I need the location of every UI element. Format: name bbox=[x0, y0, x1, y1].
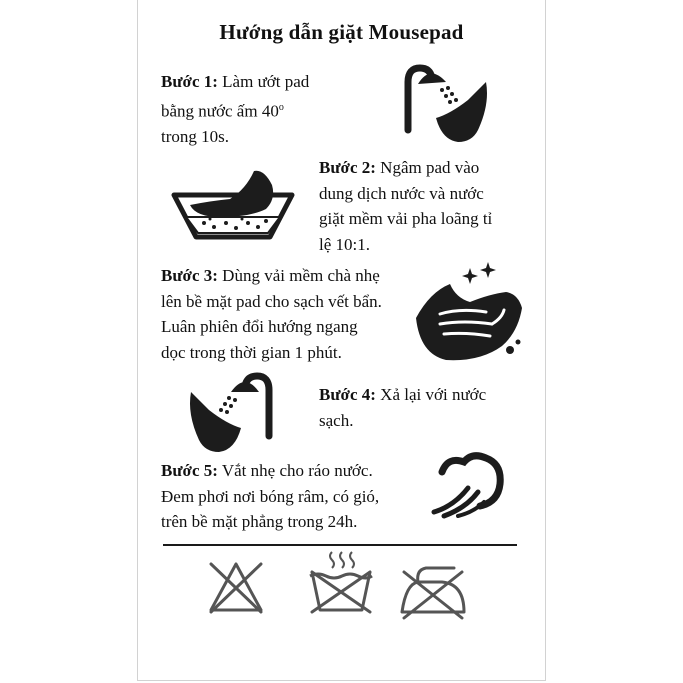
wind-dry-icon bbox=[428, 450, 508, 520]
step-5-label: Bước 5: bbox=[161, 461, 218, 480]
step-3-text: Bước 3: Dùng vải mềm chà nhẹ lên bề mặt pad cho sạch vết bẩn. Luân phiên đổi hướng ngang dọc trong thời gian 1 phút. bbox=[161, 266, 382, 362]
shower-rinse-icon bbox=[398, 60, 494, 146]
shower-rinse-icon bbox=[183, 370, 279, 456]
step-1-text: Bước 1: Làm ướt pad bằng nước ấm 40$^o$ trong 10s. bbox=[161, 72, 310, 146]
step-4-text: Bước 4: Xả lại với nước sạch. bbox=[319, 385, 487, 430]
step-4-label: Bước 4: bbox=[319, 385, 376, 404]
do-not-iron-icon bbox=[396, 560, 470, 620]
do-not-bleach-icon bbox=[205, 558, 267, 616]
step-2-text: Bước 2: Ngâm pad vào dung dịch nước và nước giặt mềm vải pha loãng tỉ lệ 10:1. bbox=[319, 158, 493, 254]
divider bbox=[163, 544, 517, 546]
page-title: Hướng dẫn giặt Mousepad bbox=[219, 20, 464, 44]
step-3-label: Bước 3: bbox=[161, 266, 218, 285]
do-not-wash-hot-icon bbox=[306, 548, 376, 616]
soak-basin-icon bbox=[170, 165, 296, 243]
hand-scrub-icon bbox=[410, 262, 526, 366]
step-1-label: Bước 1: bbox=[161, 72, 218, 91]
step-5-text: Bước 5: Vắt nhẹ cho ráo nước. Đem phơi nơi bóng râm, có gió, trên bề mặt phẳng trong 24h. bbox=[161, 461, 380, 531]
step-2-label: Bước 2: bbox=[319, 158, 376, 177]
